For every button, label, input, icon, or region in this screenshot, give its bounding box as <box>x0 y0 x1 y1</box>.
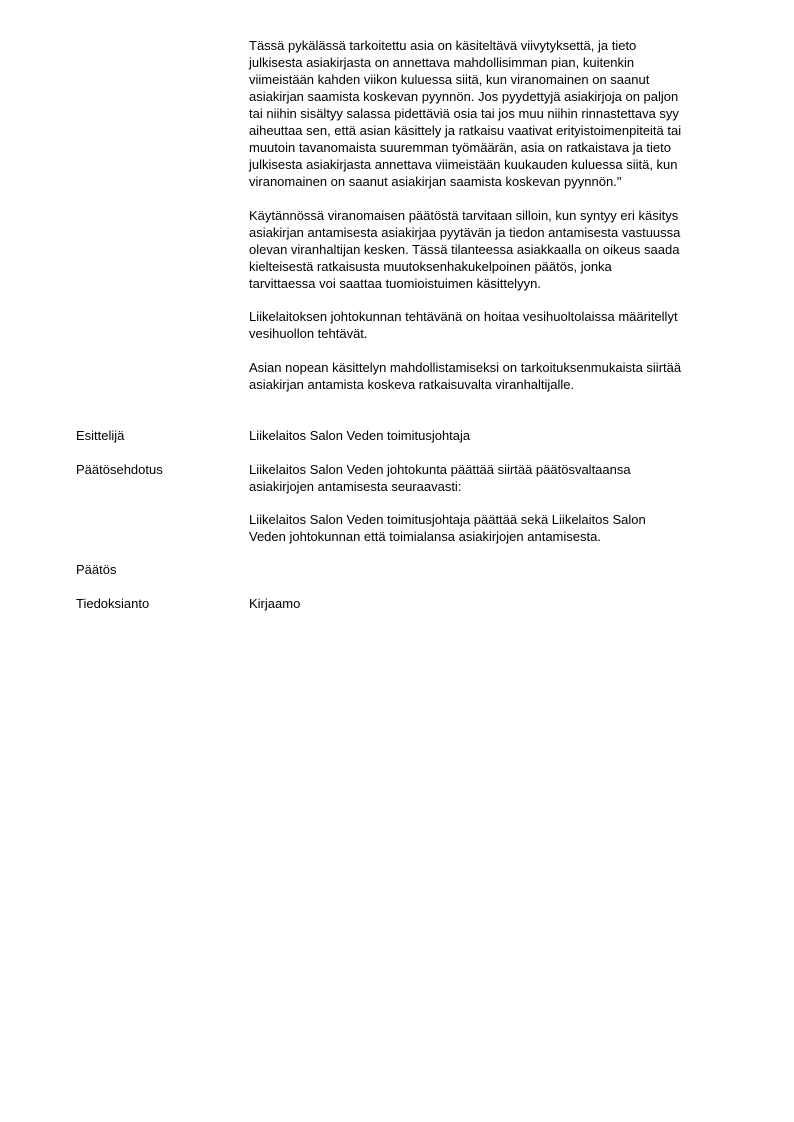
paatosehdotus-value-line: Liikelaitos Salon Veden johtokunta päättää siirtää päätösvaltaansa <box>249 462 631 477</box>
paragraph-line: Tässä pykälässä tarkoitettu asia on käsiteltävä viivytyksettä, ja tieto <box>249 38 637 53</box>
paatosehdotus-detail-line: Veden johtokunnan että toimialansa asiakirjojen antamisesta. <box>249 529 601 544</box>
paragraph-line: vesihuollon tehtävät. <box>249 326 368 341</box>
tiedoksianto-value: Kirjaamo <box>249 596 301 611</box>
paragraph-line: Asian nopean käsittelyn mahdollistamiseksi on tarkoituksenmukaista siirtää <box>249 360 682 375</box>
esittelija-label: Esittelijä <box>76 428 125 443</box>
paragraph-line: asiakirjan antamisesta asiakirjaa pyytävän ja tiedon antamisesta vastuussa <box>249 225 681 240</box>
paragraph-line: viranomainen on saanut asiakirjan saamista koskevan pyynnön." <box>249 174 622 189</box>
paatos-label: Päätös <box>76 562 117 577</box>
paatosehdotus-value-line: asiakirjojen antamisesta seuraavasti: <box>249 479 462 494</box>
paatosehdotus-detail-line: Liikelaitos Salon Veden toimitusjohtaja päättää sekä Liikelaitos Salon <box>249 512 646 527</box>
paragraph-line: tai niihin sisältyy salassa pidettäviä osia tai jos muu niihin rinnastettava syy <box>249 106 679 121</box>
paragraph-line: aiheuttaa sen, että asian käsittely ja ratkaisu vaativat erityistoimenpiteitä tai <box>249 123 682 138</box>
paragraph-line: julkisesta asiakirjasta annettava viimeistään kuukauden kuluessa siitä, kun <box>249 157 678 172</box>
paragraph-line: muutoin tavanomaista suuremman työmäärän, asia on ratkaistava ja tieto <box>249 140 671 155</box>
paragraph-line: Käytännössä viranomaisen päätöstä tarvitaan silloin, kun syntyy eri käsitys <box>249 208 679 223</box>
paragraph-line: asiakirjan saamista koskevan pyynnön. Jos pyydettyjä asiakirjoja on paljon <box>249 89 679 104</box>
paragraph-line: asiakirjan antamista koskeva ratkaisuvalta viranhaltijalle. <box>249 377 575 392</box>
paragraph-line: viimeistään kahden viikon kuluessa siitä, kun viranomainen on saanut <box>249 72 650 87</box>
paragraph-line: Liikelaitoksen johtokunnan tehtävänä on hoitaa vesihuoltolaissa määritellyt <box>249 309 678 324</box>
paatosehdotus-label: Päätösehdotus <box>76 462 163 477</box>
paragraph-line: kielteisestä ratkaisusta muutoksenhakukelpoinen päätös, jonka <box>249 259 612 274</box>
paragraph-line: olevan viranhaltijan kesken. Tässä tilanteessa asiakkaalla on oikeus saada <box>249 242 680 257</box>
esittelija-value: Liikelaitos Salon Veden toimitusjohtaja <box>249 428 471 443</box>
paragraph-line: tarvittaessa voi saattaa tuomioistuimen käsittelyyn. <box>249 276 541 291</box>
paragraph-line: julkisesta asiakirjasta on annettava mahdollisimman pian, kuitenkin <box>249 55 635 70</box>
tiedoksianto-label: Tiedoksianto <box>76 596 150 611</box>
